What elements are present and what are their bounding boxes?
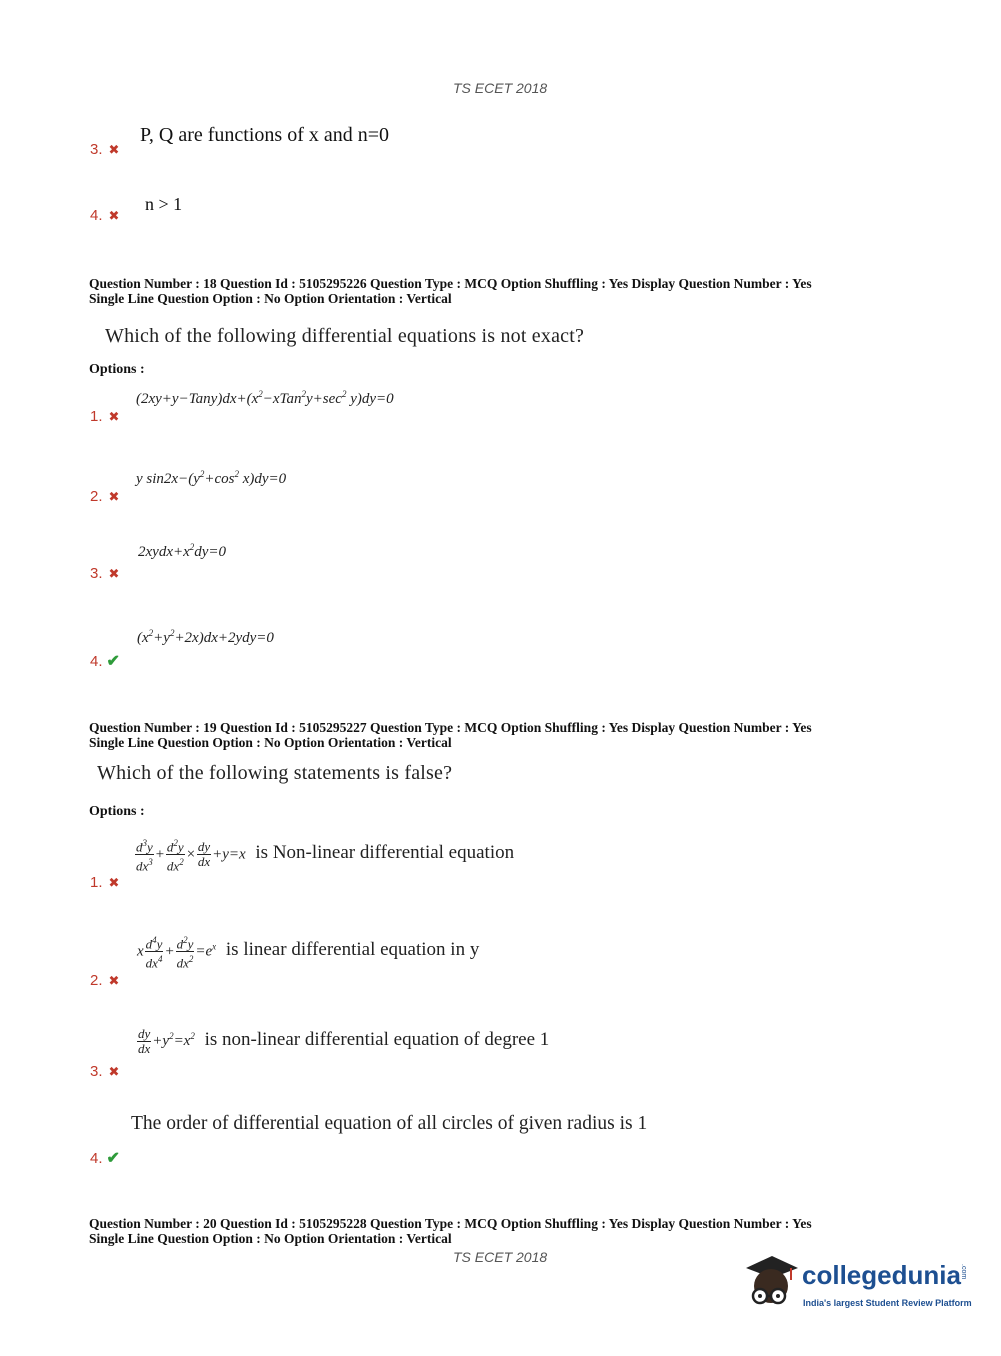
q19-option-4-text: The order of differential equation of all circles of given radius is 1 [131, 1113, 648, 1134]
q19-option-2 [90, 972, 119, 989]
q18-option-3-equation: $2xydx+x^2dy=0$ [138, 542, 227, 560]
q19-question: Which of the following statements is false? [97, 762, 453, 784]
option-number: 2. [90, 488, 103, 505]
q18-option-4 [90, 651, 120, 671]
q19-meta-line1: Question Number : 19 Question Id : 5105295227 Question Type : MCQ Option Shuffling : Yes Display Question Number : Yes [89, 720, 812, 735]
check-icon: ✔ [106, 1150, 120, 1167]
q19-option-3-equation: $\frac{dy}{dx}$ $+y^2=x^2$ is non-linear differential equation of degree 1 [138, 1026, 550, 1056]
prev-option-4 [90, 207, 119, 224]
q18-option-2 [90, 488, 119, 505]
q18-option-1-equation: $(2xy+y-Tany)dx+(x^2-xTan^2y+\sec^2$ y)dy=0 [136, 389, 394, 407]
page-header: TS ECET 2018 [453, 80, 548, 96]
prev-option-3 [90, 141, 119, 158]
cross-icon: ✖ [108, 409, 120, 424]
page-footer: TS ECET 2018 [453, 1249, 548, 1265]
option-number: 1. [90, 874, 103, 891]
q19-option-3 [90, 1063, 119, 1080]
cross-icon: ✖ [108, 875, 120, 890]
q19-option-1 [90, 874, 119, 891]
option-number: 4. [90, 653, 103, 670]
q18-options-label: Options : [89, 362, 145, 377]
option-number: 1. [90, 408, 103, 425]
prev-option-3-text: P, Q are functions of x and n=0 [140, 124, 390, 146]
option-number: 3. [90, 1063, 103, 1080]
q18-option-2-equation: y $\sin 2x-(y^2+\cos^2$ x)dy=0 [136, 469, 287, 487]
cross-icon: ✖ [108, 566, 120, 581]
q19-option-3-text: is non-linear differential equation of degree 1 [204, 1028, 550, 1050]
q18-option-1 [90, 408, 119, 425]
logo-suffix: .com [960, 1264, 967, 1280]
option-number: 2. [90, 972, 103, 989]
logo-tagline: India's largest Student Review Platform [803, 1298, 972, 1308]
fraction: $\frac{d^2y}{dx^2}$ [166, 838, 184, 874]
fraction: $\frac{d^3y}{dx^3}$ [136, 838, 153, 874]
option-number: 4. [90, 207, 103, 224]
q19-option-1-text: is Non-linear differential equation [255, 842, 515, 864]
collegedunia-logo [742, 1250, 972, 1322]
q19-option-2-text: is linear differential equation in y [225, 939, 480, 961]
q19-option-2-equation: x $\frac{d^4y}{dx^4}$ + $\frac{d^2y}{dx^2}$ $=e^x$ is linear differential equation in y [137, 935, 480, 971]
cross-icon: ✖ [108, 973, 120, 988]
fraction: $\frac{d^2y}{dx^2}$ [176, 935, 194, 971]
q20-meta [89, 1216, 812, 1246]
q19-meta-line2: Single Line Question Option : No Option Orientation : Vertical [89, 735, 452, 750]
fraction: $\frac{d^4y}{dx^4}$ [145, 935, 163, 971]
cross-icon: ✖ [108, 208, 120, 223]
option-number: 3. [90, 141, 103, 158]
q18-option-3 [90, 565, 119, 582]
option-number: 4. [90, 1150, 103, 1167]
logo-name: collegedunia [802, 1260, 961, 1290]
cross-icon: ✖ [108, 489, 120, 504]
q18-question: Which of the following differential equations is not exact? [105, 325, 585, 347]
q18-meta-line1: Question Number : 18 Question Id : 5105295226 Question Type : MCQ Option Shuffling : Yes Display Question Number : Yes [89, 276, 812, 291]
q19-option-1-equation: $\frac{d^3y}{dx^3}$ + $\frac{d^2y}{dx^2}$ × $\frac{dy}{dx}$ +y=x is Non-linear differential equation [136, 838, 515, 874]
fraction: $\frac{dy}{dx}$ [197, 839, 211, 870]
check-icon: ✔ [106, 653, 120, 670]
cross-icon: ✖ [108, 142, 120, 157]
prev-option-4-text: n > 1 [145, 194, 183, 214]
q18-meta [89, 276, 812, 306]
cross-icon: ✖ [108, 1064, 120, 1079]
fraction: $\frac{dy}{dx}$ [138, 1026, 151, 1056]
q18-option-4-equation: $(x^2+y^2+2x)dx+2ydy=0$ [137, 628, 274, 646]
option-number: 3. [90, 565, 103, 582]
mascot-icon [742, 1250, 800, 1316]
q18-meta-line2: Single Line Question Option : No Option Orientation : Vertical [89, 291, 452, 306]
q19-options-label: Options : [89, 804, 145, 819]
q20-meta-line2: Single Line Question Option : No Option Orientation : Vertical [89, 1231, 452, 1246]
q19-meta [89, 720, 812, 750]
q19-option-4 [90, 1148, 120, 1168]
q20-meta-line1: Question Number : 20 Question Id : 5105295228 Question Type : MCQ Option Shuffling : Yes Display Question Number : Yes [89, 1216, 812, 1231]
